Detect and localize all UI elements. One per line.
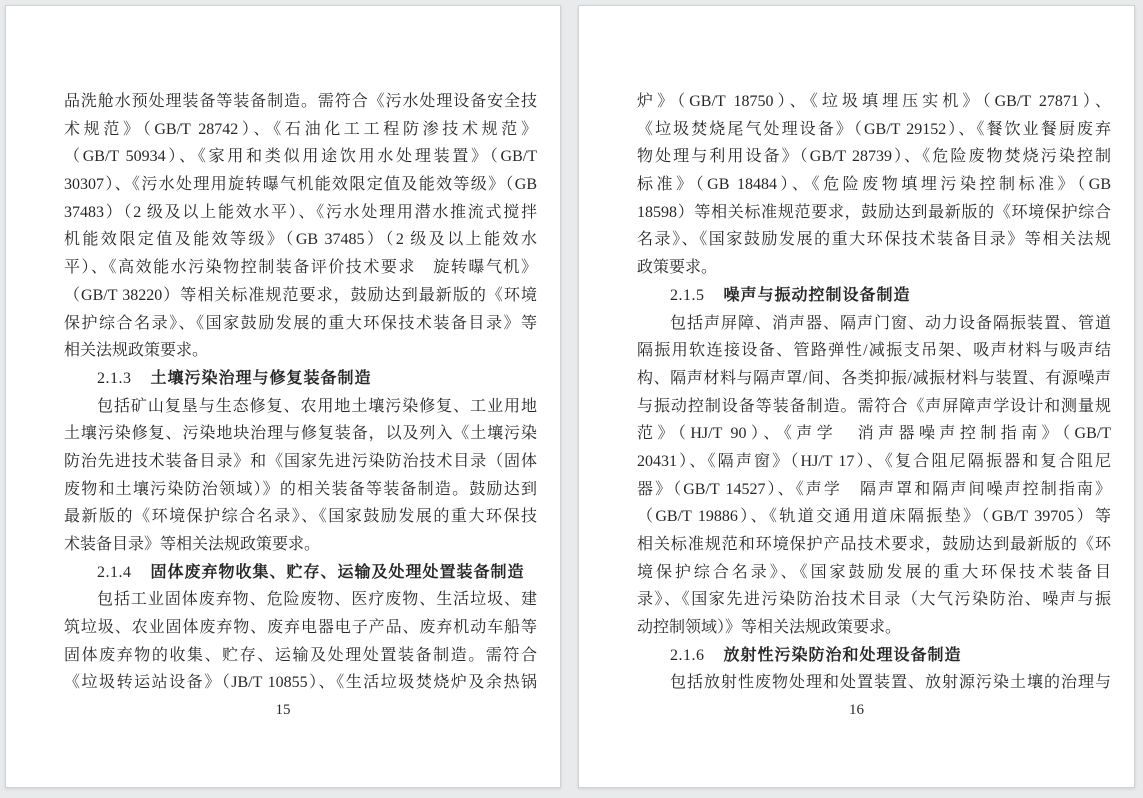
text-line: 隔振用软连接设备、管路弹性/减振支吊架、吸声材料与吸声结 (637, 342, 1111, 360)
text-line: 保护综合名录》、《国家鼓励发展的重大环保技术装备目录》等 (64, 314, 537, 332)
text-line: 名录》、《国家鼓励发展的重大环保技术装备目录》等相关法规 (637, 231, 1111, 249)
section-number: 2.1.3 (97, 369, 132, 387)
text-line: 20431）、《隔声窗》（HJ/T 17）、《复合阻尼隔振器和复合阻尼 (637, 452, 1111, 470)
text-line: 机能效限定值及能效等级》（GB 37485）（2 级及以上能效水 (64, 231, 537, 249)
section-title: 噪声与振动控制设备制造 (723, 286, 911, 304)
text-line: 器》（GB/T 14527）、《声学 隔声罩和隔声间噪声控制指南》 (637, 480, 1111, 498)
section-title: 放射性污染防治和处理设备制造 (723, 646, 962, 664)
text-line: 固体废弃物的收集、贮存、运输及处理处置装备制造。需符合 (64, 646, 537, 664)
page-content (579, 6, 1134, 697)
text-line: 最新版的《环境保护综合名录》、《国家鼓励发展的重大环保技 (64, 508, 537, 526)
section-number: 2.1.5 (670, 286, 705, 304)
text-line: 录》、《国家先进污染防治技术目录（大气污染防治、噪声与振 (637, 591, 1111, 609)
document-page-15 (5, 5, 561, 788)
text-line: 相关法规政策要求。 (64, 342, 209, 360)
text-line: 30307）、《污水处理用旋转曝气机能效限定值及能效等级》（GB (64, 176, 537, 194)
text-line: 境保护综合名录》、《国家鼓励发展的重大环保技术装备目 (637, 563, 1111, 581)
text-line: 范》（HJ/T 90）、《声学 消声器噪声控制指南》（GB/T (637, 425, 1111, 443)
section-title: 固体废弃物收集、贮存、运输及处理处置装备制造 (150, 563, 525, 581)
text-line: 防治先进技术装备目录》和《国家先进污染防治技术目录（固体 (64, 452, 537, 470)
section-heading (637, 282, 1111, 310)
page-number: 16 (849, 702, 864, 719)
text-line: 筑垃圾、农业固体废弃物、废弃电器电子产品、废弃机动车船等 (64, 619, 537, 637)
section-heading (64, 365, 537, 393)
text-line: 相关标准规范和环境保护产品技术要求，鼓励达到最新版的《环 (637, 536, 1111, 553)
section-heading (637, 642, 1111, 670)
text-line: 土壤污染修复、污染地块治理与修复装备，以及列入《土壤污染 (64, 425, 537, 443)
text-line: 包括放射性废物处理和处置装置、放射源污染土壤的治理与 (670, 674, 1111, 692)
text-line: 18598）等相关标准规范要求，鼓励达到最新版的《环境保护综合 (637, 203, 1111, 221)
text-line: 物处理与利用设备》（GB/T 28739）、《危险废物焚烧污染控制 (637, 148, 1111, 166)
text-line: 包括矿山复垦与生态修复、农用地土壤污染修复、工业用地 (97, 397, 537, 415)
text-line: 废物和土壤污染防治领域）》的相关装备等装备制造。鼓励达到 (64, 480, 537, 498)
text-line: 品洗舱水预处理装备等装备制造。需符合《污水处理设备安全技 (64, 93, 537, 110)
document-page-16 (578, 5, 1135, 788)
page-number: 15 (275, 702, 291, 719)
section-title: 土壤污染治理与修复装备制造 (150, 369, 372, 387)
section-heading (64, 559, 537, 587)
text-line: 包括工业固体废弃物、危险废物、医疗废物、生活垃圾、建 (97, 591, 537, 609)
text-line: 术规范》（GB/T 28742）、《石油化工工程防渗技术规范》 (64, 120, 537, 138)
text-line: 37483）（2 级及以上能效水平）、《污水处理用潜水推流式搅拌 (64, 203, 537, 221)
text-line: 政策要求。 (637, 259, 718, 277)
text-line: 与振动控制设备等装备制造。需符合《声屏障声学设计和测量规 (637, 397, 1111, 415)
text-line: 《垃圾焚烧尾气处理设备》（GB/T 29152）、《餐饮业餐厨废弃 (637, 120, 1111, 138)
section-number: 2.1.4 (97, 563, 132, 581)
text-line: （GB/T 38220）等相关标准规范要求，鼓励达到最新版的《环境 (64, 286, 537, 304)
text-line: 术装备目录》等相关法规政策要求。 (64, 536, 321, 553)
text-line: 动控制领域）》等相关法规政策要求。 (637, 619, 902, 637)
text-line: 平）、《高效能水污染物控制装备评价技术要求 旋转曝气机》 (64, 259, 537, 277)
text-line: （GB/T 19886）、《轨道交通用道床隔振垫》（GB/T 39705）等 (637, 508, 1111, 526)
text-line: 包括声屏障、消声器、隔声门窗、动力设备隔振装置、管道 (670, 314, 1111, 332)
text-line: 炉》（GB/T 18750）、《垃圾填埋压实机》（GB/T 27871）、 (637, 93, 1111, 110)
text-line: 《垃圾转运站设备》（JB/T 10855）、《生活垃圾焚烧炉及余热锅 (64, 674, 537, 692)
page-content (6, 6, 560, 697)
text-line: （GB/T 50934）、《家用和类似用途饮用水处理装置》（GB/T (64, 148, 537, 166)
section-number: 2.1.6 (670, 646, 705, 664)
text-line: 构、隔声材料与隔声罩/间、各类抑振/减振材料与装置、有源噪声 (637, 369, 1111, 387)
text-line: 标准》（GB 18484）、《危险废物填埋污染控制标准》（GB (637, 176, 1111, 194)
